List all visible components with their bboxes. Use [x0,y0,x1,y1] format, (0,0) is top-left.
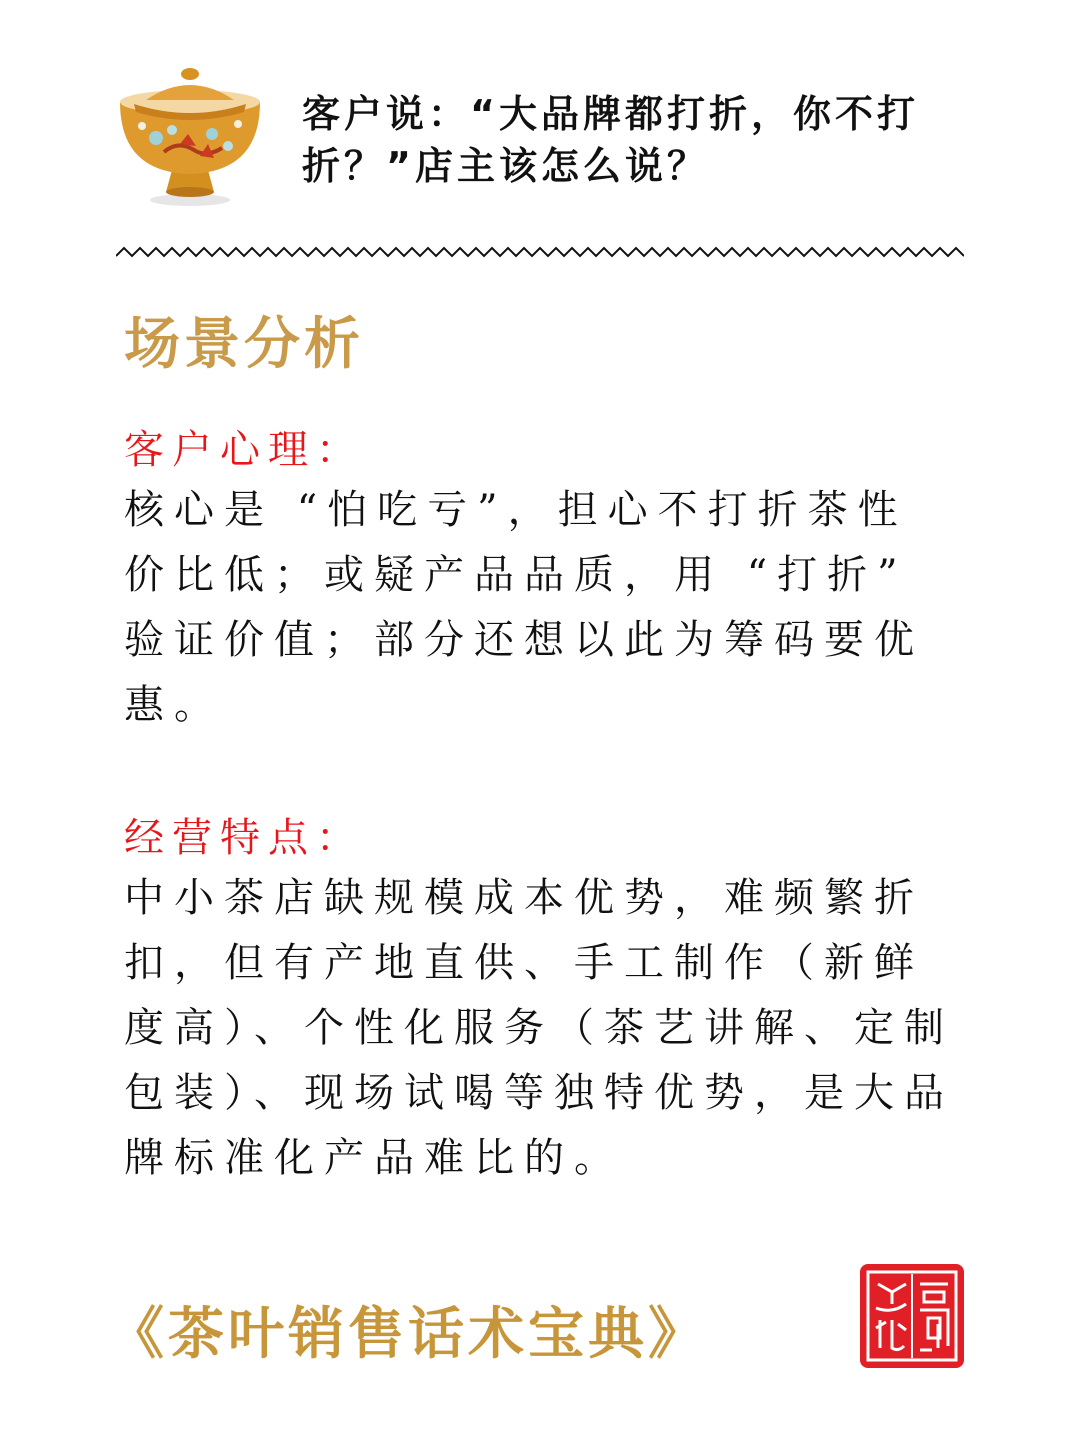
book-title: 《茶叶销售话术宝典》 [108,1301,708,1367]
business-features-text: 中小茶店缺规模成本优势，难频繁折扣，但有产地直供、手工制作（新鲜度高）、个性化服务（茶艺讲解、定制包装）、现场试喝等独特优势，是大品牌标准化产品难比的。 [124,875,954,1181]
zigzag-divider [116,242,964,262]
section-title: 场景分析 [124,311,364,377]
header [110,60,970,220]
red-seal-stamp-icon [858,1262,966,1370]
headline: 客户说：“大品牌都打折，你不打折？”店主该怎么说？ [302,92,919,188]
business-features-label: 经营特点： [124,815,364,861]
teacup-icon [110,60,270,210]
customer-psychology-label: 客户心理： [124,427,364,473]
customer-psychology-text: 核心是 “怕吃亏”，担心不打折茶性价比低；或疑产品品质，用 “打折” 验证价值；部分还想以此为筹码要优惠。 [124,487,924,728]
